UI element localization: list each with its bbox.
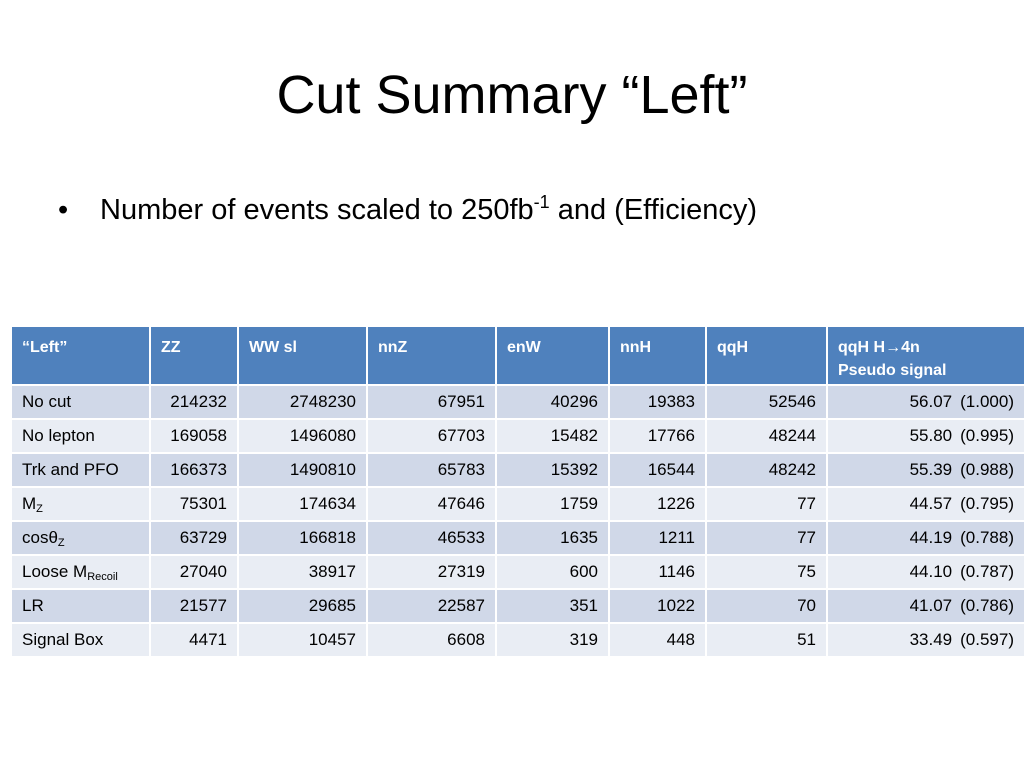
row-label-text: No lepton xyxy=(22,426,95,445)
row-label xyxy=(12,623,150,656)
cell-pseudo-signal xyxy=(827,623,1024,656)
header-signal-part-a: qqH H xyxy=(838,339,886,356)
table-row xyxy=(12,487,1024,521)
cell-wwsl: 38917 xyxy=(238,555,367,589)
cell-enw: 1635 xyxy=(496,521,609,555)
cell-enw: 319 xyxy=(496,623,609,656)
cell-qqh: 70 xyxy=(706,589,827,623)
header-nnh: nnH xyxy=(609,327,706,385)
signal-value: 56.07 xyxy=(909,392,953,411)
table-row xyxy=(12,453,1024,487)
slide-title: Cut Summary “Left” xyxy=(276,65,748,125)
signal-value: 33.49 xyxy=(909,630,953,649)
cell-enw: 1759 xyxy=(496,487,609,521)
cell-nnz: 27319 xyxy=(367,555,496,589)
efficiency-value: (0.786) xyxy=(960,596,1014,615)
cell-wwsl: 2748230 xyxy=(238,385,367,419)
cell-enw: 15392 xyxy=(496,453,609,487)
row-label-text: No cut xyxy=(22,392,72,411)
cell-zz: 4471 xyxy=(150,623,238,656)
cell-pseudo-signal xyxy=(827,521,1024,555)
cell-wwsl: 174634 xyxy=(238,487,367,521)
cell-wwsl: 1496080 xyxy=(238,419,367,453)
efficiency-value: (0.597) xyxy=(960,630,1014,649)
arrow-icon: → xyxy=(885,339,902,356)
bullet-text: Number of events scaled to 250fb xyxy=(100,194,534,226)
cell-nnz: 65783 xyxy=(367,453,496,487)
header-qqh: qqH xyxy=(706,327,827,385)
signal-value: 44.19 xyxy=(909,528,953,547)
efficiency-value: (0.787) xyxy=(960,562,1014,581)
efficiency-value: (0.795) xyxy=(960,494,1014,513)
signal-value: 41.07 xyxy=(909,596,953,615)
row-label xyxy=(12,385,150,419)
cell-pseudo-signal xyxy=(827,419,1024,453)
cell-qqh: 48244 xyxy=(706,419,827,453)
cell-nnh: 1022 xyxy=(609,589,706,623)
row-label-subscript: Recoil xyxy=(87,571,118,583)
cut-summary-table xyxy=(12,327,1024,656)
row-label-subscript: Z xyxy=(57,537,65,549)
cell-enw: 351 xyxy=(496,589,609,623)
table-row xyxy=(12,419,1024,453)
row-label-text: cosθ xyxy=(22,528,58,547)
cell-nnh: 448 xyxy=(609,623,706,656)
cell-zz: 169058 xyxy=(150,419,238,453)
cell-pseudo-signal xyxy=(827,385,1024,419)
table-row xyxy=(12,589,1024,623)
bullet-point xyxy=(58,190,757,230)
header-zz: ZZ xyxy=(150,327,238,385)
efficiency-value: (1.000) xyxy=(960,392,1014,411)
cell-nnh: 1211 xyxy=(609,521,706,555)
signal-value: 44.57 xyxy=(909,494,953,513)
cell-nnz: 46533 xyxy=(367,521,496,555)
header-pseudo-signal xyxy=(827,327,1024,385)
cell-nnz: 67703 xyxy=(367,419,496,453)
cell-nnh: 19383 xyxy=(609,385,706,419)
table-row xyxy=(12,385,1024,419)
cell-qqh: 77 xyxy=(706,521,827,555)
table-row xyxy=(12,521,1024,555)
signal-value: 55.39 xyxy=(909,460,953,479)
efficiency-value: (0.788) xyxy=(960,528,1014,547)
cell-enw: 40296 xyxy=(496,385,609,419)
cell-pseudo-signal xyxy=(827,589,1024,623)
header-ww-sl: WW sl xyxy=(238,327,367,385)
cell-zz: 166373 xyxy=(150,453,238,487)
bullet-superscript: -1 xyxy=(533,192,550,212)
row-label-text: M xyxy=(22,494,37,513)
bullet-text-after: and (Efficiency) xyxy=(549,194,758,226)
header-nnz: nnZ xyxy=(367,327,496,385)
efficiency-value: (0.995) xyxy=(960,426,1014,445)
signal-value: 44.10 xyxy=(909,562,953,581)
cell-qqh: 77 xyxy=(706,487,827,521)
cell-qqh: 48242 xyxy=(706,453,827,487)
signal-value: 55.80 xyxy=(909,426,953,445)
cell-pseudo-signal xyxy=(827,555,1024,589)
row-label xyxy=(12,589,150,623)
bullet-symbol: • xyxy=(58,194,69,226)
cell-wwsl: 29685 xyxy=(238,589,367,623)
row-label xyxy=(12,487,150,521)
cell-nnh: 1226 xyxy=(609,487,706,521)
cell-qqh: 75 xyxy=(706,555,827,589)
row-label-text: LR xyxy=(22,596,44,615)
row-label-subscript: Z xyxy=(36,503,43,515)
row-label xyxy=(12,521,150,555)
table-body xyxy=(12,385,1024,656)
row-label xyxy=(12,555,150,589)
table-row xyxy=(12,555,1024,589)
cell-wwsl: 1490810 xyxy=(238,453,367,487)
cell-nnh: 16544 xyxy=(609,453,706,487)
table-header-row xyxy=(12,327,1024,385)
cell-enw: 15482 xyxy=(496,419,609,453)
cell-qqh: 52546 xyxy=(706,385,827,419)
header-enw: enW xyxy=(496,327,609,385)
header-signal-part-c: Pseudo signal xyxy=(838,362,947,379)
cell-zz: 21577 xyxy=(150,589,238,623)
cell-wwsl: 166818 xyxy=(238,521,367,555)
cell-nnh: 1146 xyxy=(609,555,706,589)
cell-zz: 75301 xyxy=(150,487,238,521)
header-left: “Left” xyxy=(12,327,150,385)
row-label-text: Signal Box xyxy=(22,630,104,649)
row-label xyxy=(12,453,150,487)
cell-pseudo-signal xyxy=(827,487,1024,521)
header-signal-part-b: 4n xyxy=(901,339,920,356)
cell-pseudo-signal xyxy=(827,453,1024,487)
cell-enw: 600 xyxy=(496,555,609,589)
cell-nnh: 17766 xyxy=(609,419,706,453)
row-label xyxy=(12,419,150,453)
cell-zz: 214232 xyxy=(150,385,238,419)
cell-zz: 63729 xyxy=(150,521,238,555)
cell-nnz: 67951 xyxy=(367,385,496,419)
cell-nnz: 22587 xyxy=(367,589,496,623)
efficiency-value: (0.988) xyxy=(960,460,1014,479)
table-row xyxy=(12,623,1024,656)
cell-wwsl: 10457 xyxy=(238,623,367,656)
row-label-text: Loose M xyxy=(22,562,88,581)
cell-zz: 27040 xyxy=(150,555,238,589)
cell-nnz: 6608 xyxy=(367,623,496,656)
cell-qqh: 51 xyxy=(706,623,827,656)
cell-nnz: 47646 xyxy=(367,487,496,521)
row-label-text: Trk and PFO xyxy=(22,460,119,479)
